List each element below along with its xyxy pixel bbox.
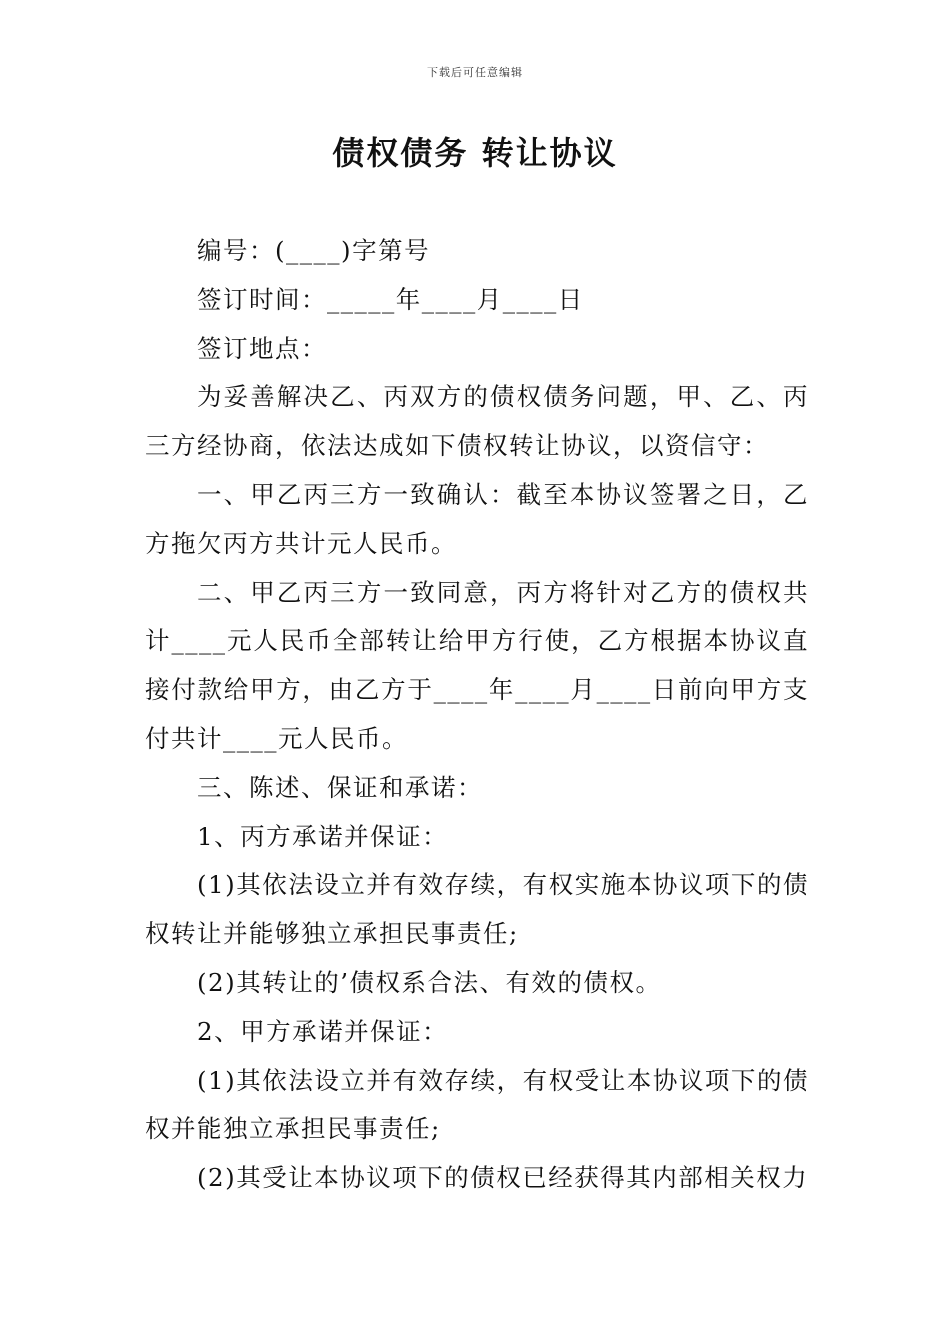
header-note: 下载后可任意编辑 bbox=[427, 66, 523, 79]
document-body bbox=[145, 227, 809, 1203]
document-title: 债权债务 转让协议 bbox=[332, 134, 618, 172]
paragraph-number: 编号：(____)字第号 bbox=[197, 236, 431, 265]
paragraph-sub-1: 1、丙方承诺并保证： bbox=[197, 821, 449, 851]
paragraph-clause-1: 一、甲乙丙三方一致确认：截至本协议签署之日，乙方拖欠丙方共计元人民币。 bbox=[145, 479, 809, 558]
paragraph-clause-2: 二、甲乙丙三方一致同意，丙方将针对乙方的债权共计____元人民币全部转让给甲方行使，乙方根据本协议直接付款给甲方，由乙方于____年____月____日前向甲方支付共计____元人民币。 bbox=[145, 577, 809, 753]
paragraph-sub-2: 2、甲方承诺并保证： bbox=[197, 1016, 449, 1046]
paragraph-preamble: 为妥善解决乙、丙双方的债权债务问题，甲、乙、丙三方经协商，依法达成如下债权转让协议，以资信守： bbox=[145, 382, 809, 461]
paragraph-sub-1-item-1: (1)其依法设立并有效存续，有权实施本协议项下的债权转让并能够独立承担民事责任; bbox=[145, 870, 809, 949]
paragraph-sub-1-item-2: (2)其转让的’债权系合法、有效的债权。 bbox=[197, 967, 662, 997]
paragraph-clause-3: 三、陈述、保证和承诺： bbox=[197, 772, 483, 802]
paragraph-sub-2-item-2: (2)其受让本协议项下的债权已经获得其内部相关权力 bbox=[197, 1163, 809, 1193]
paragraph-sub-2-item-1: (1)其依法设立并有效存续，有权受让本协议项下的债权并能独立承担民事责任; bbox=[145, 1065, 809, 1144]
paragraph-sign-date: 签订时间：_____年____月____日 bbox=[197, 284, 584, 314]
paragraph-sign-place: 签订地点： bbox=[197, 333, 327, 363]
